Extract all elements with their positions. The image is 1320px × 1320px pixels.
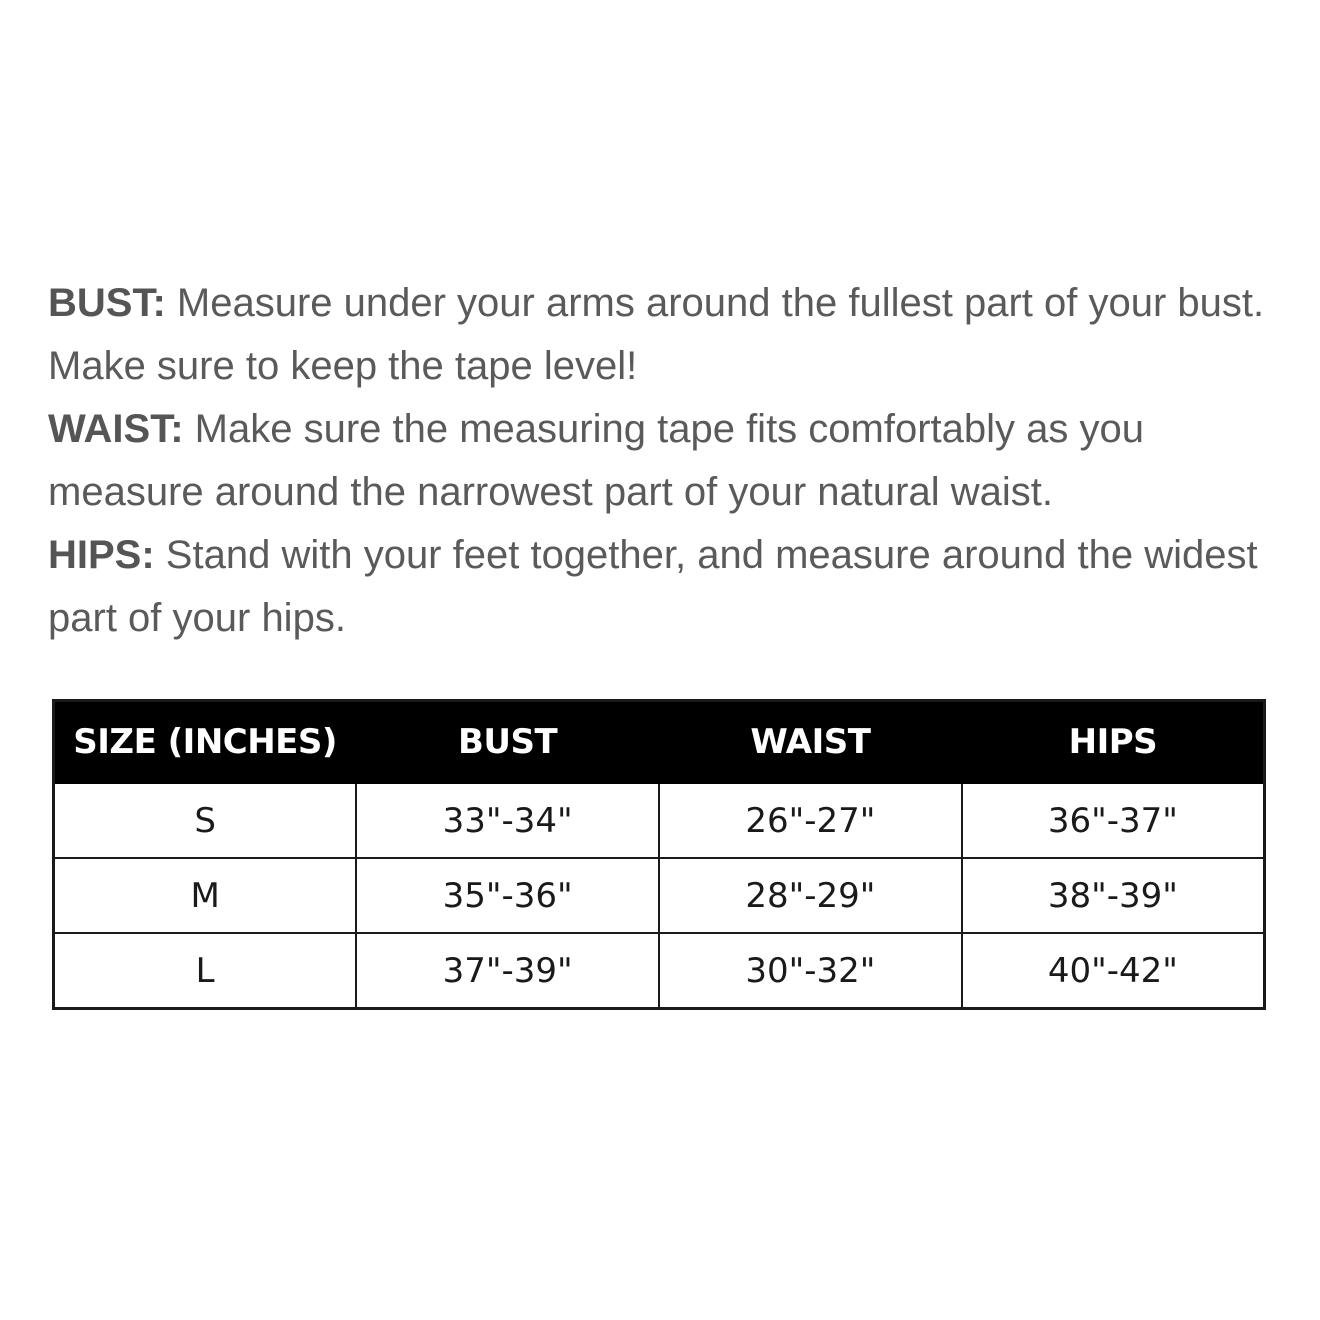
size-chart-table [52, 699, 1266, 1010]
header-bust: BUST [356, 701, 659, 784]
header-size: SIZE (INCHES) [54, 701, 357, 784]
instruction-text: Make sure the measuring tape fits comfortably as you measure around the narrowest part of your natural waist. [48, 407, 1144, 514]
cell-size: L [54, 933, 357, 1009]
instruction-term: WAIST: [48, 407, 184, 451]
table-row [54, 933, 1265, 1009]
cell-hips: 40"-42" [962, 933, 1265, 1009]
table-header-row [54, 701, 1265, 784]
cell-waist: 30"-32" [659, 933, 962, 1009]
measurement-instructions [48, 272, 1288, 650]
cell-bust: 37"-39" [356, 933, 659, 1009]
table-row [54, 858, 1265, 933]
cell-hips: 38"-39" [962, 858, 1265, 933]
cell-waist: 28"-29" [659, 858, 962, 933]
cell-bust: 35"-36" [356, 858, 659, 933]
header-waist: WAIST [659, 701, 962, 784]
header-hips: HIPS [962, 701, 1265, 784]
cell-size: M [54, 858, 357, 933]
cell-bust: 33"-34" [356, 783, 659, 858]
table-row [54, 783, 1265, 858]
cell-size: S [54, 783, 357, 858]
instruction-hips [48, 524, 1288, 650]
instruction-term: BUST: [48, 281, 166, 325]
cell-waist: 26"-27" [659, 783, 962, 858]
instruction-term: HIPS: [48, 533, 155, 577]
instruction-bust [48, 272, 1288, 398]
instruction-text: Stand with your feet together, and measure around the widest part of your hips. [48, 533, 1258, 640]
instruction-text: Measure under your arms around the fullest part of your bust. Make sure to keep the tape level! [48, 281, 1265, 388]
cell-hips: 36"-37" [962, 783, 1265, 858]
instruction-waist [48, 398, 1288, 524]
